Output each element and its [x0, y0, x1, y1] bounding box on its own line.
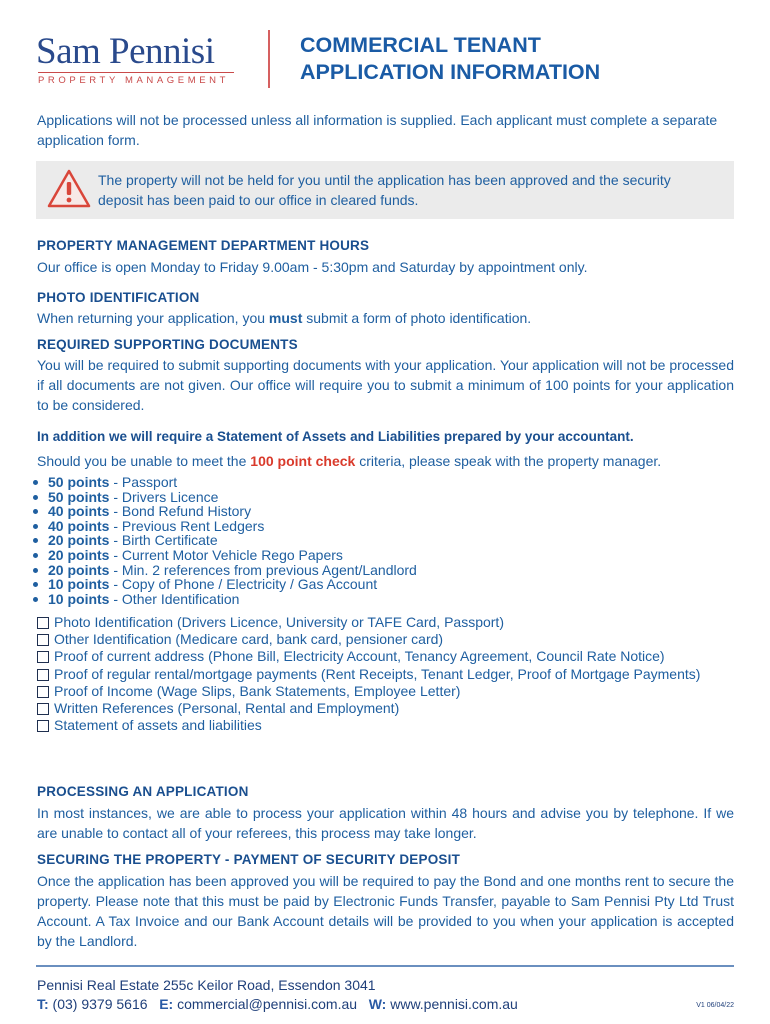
photo-id-heading: PHOTO IDENTIFICATION	[37, 290, 200, 305]
points-item	[30, 475, 417, 490]
points-label: - Other Identification	[109, 590, 240, 607]
footer-address: Pennisi Real Estate 255c Keilor Road, Essendon 3041	[37, 977, 376, 993]
points-label: - Drivers Licence	[109, 488, 219, 505]
points-item	[30, 519, 417, 534]
point-check-text	[37, 451, 734, 471]
logo-subtitle: PROPERTY MANAGEMENT	[38, 72, 234, 86]
logo-name: Sam Pennisi	[36, 31, 215, 72]
points-value: 10 points	[48, 590, 110, 607]
hours-text: Our office is open Monday to Friday 9.00am - 5:30pm and Saturday by appointment only.	[37, 259, 588, 275]
phone-value[interactable]: (03) 9379 5616	[48, 996, 148, 1012]
intro-text: Applications will not be processed unless all information is supplied. Each applicant must complete a separate application form.	[37, 112, 718, 148]
phone-label: T:	[37, 996, 49, 1012]
points-label: - Min. 2 references from previous Agent/Landlord	[109, 561, 417, 578]
photo-id-text-after: submit a form of photo identification.	[302, 310, 532, 326]
point-check-after: criteria, please speak with the property manager.	[355, 453, 662, 469]
warning-icon	[46, 168, 92, 210]
points-value: 50 points	[48, 488, 110, 505]
supporting-text: You will be required to submit supporting documents with your application. Your application will not be processed if all documents are not given. Our office will require you to submit a minimum of 100 points for your application to be considered.	[37, 357, 734, 413]
notice-text: The property will not be held for you until the application has been approved and the security deposit has been paid to our office in cleared funds.	[98, 172, 671, 208]
point-check-highlight: 100 point check	[250, 453, 356, 469]
points-value: 40 points	[48, 517, 110, 534]
points-label: - Current Motor Vehicle Rego Papers	[109, 546, 343, 563]
processing-heading: PROCESSING AN APPLICATION	[37, 784, 249, 799]
points-item	[30, 592, 417, 607]
checklist-item[interactable]: Statement of assets and liabilities	[36, 717, 734, 734]
document-checklist	[36, 614, 734, 734]
points-item	[30, 533, 417, 548]
points-item	[30, 504, 417, 519]
points-value: 50 points	[48, 474, 110, 490]
points-item	[30, 490, 417, 505]
checklist-item[interactable]: Written References (Personal, Rental and Employment)	[36, 700, 734, 717]
checklist-item[interactable]: Other Identification (Medicare card, bank card, pensioner card)	[36, 631, 734, 648]
points-label: - Bond Refund History	[109, 503, 252, 520]
points-label: - Passport	[109, 474, 178, 490]
supporting-heading: REQUIRED SUPPORTING DOCUMENTS	[37, 337, 298, 352]
checklist-item[interactable]: Photo Identification (Drivers Licence, University or TAFE Card, Passport)	[36, 614, 734, 631]
points-value: 40 points	[48, 503, 110, 520]
photo-id-text-before: When returning your application, you	[37, 310, 269, 326]
points-value: 10 points	[48, 576, 110, 593]
email-link[interactable]: commercial@pennisi.com.au	[173, 996, 358, 1012]
header-divider	[268, 30, 270, 88]
web-label: W:	[368, 996, 387, 1012]
footer-contacts	[37, 996, 518, 1012]
points-value: 20 points	[48, 532, 110, 549]
points-item	[30, 577, 417, 592]
points-value: 20 points	[48, 546, 110, 563]
checklist-item[interactable]: Proof of current address (Phone Bill, Electricity Account, Tenancy Agreement, Council Rate Notice)	[36, 648, 734, 665]
points-label: - Previous Rent Ledgers	[109, 517, 265, 534]
checklist-item[interactable]: Proof of regular rental/mortgage payments (Rent Receipts, Tenant Ledger, Proof of Mortgage Payments)	[36, 666, 734, 683]
email-label: E:	[159, 996, 174, 1012]
points-item	[30, 563, 417, 578]
points-label: - Copy of Phone / Electricity / Gas Account	[109, 576, 378, 593]
page-header	[36, 28, 736, 98]
points-value: 20 points	[48, 561, 110, 578]
web-link[interactable]: www.pennisi.com.au	[386, 996, 518, 1012]
photo-id-text	[37, 308, 734, 328]
photo-id-text-bold: must	[268, 310, 303, 326]
point-check-before: Should you be unable to meet the	[37, 453, 251, 469]
points-label: - Birth Certificate	[109, 532, 218, 549]
page-title-line1: COMMERCIAL TENANT	[300, 33, 541, 57]
hours-heading: PROPERTY MANAGEMENT DEPARTMENT HOURS	[37, 238, 370, 253]
page-title-line2: APPLICATION INFORMATION	[300, 60, 601, 84]
checklist-item[interactable]: Proof of Income (Wage Slips, Bank Statements, Employee Letter)	[36, 683, 734, 700]
statement-note: In addition we will require a Statement of Assets and Liabilities prepared by your accountant.	[37, 429, 634, 444]
securing-text: Once the application has been approved you will be required to pay the Bond and one months rent to secure the property. Please note that this must be paid by Electronic Funds Transfer, payable to Sam Pennisi Pty Ltd Trust Account. A Tax Invoice and our Bank Account details will be provided to you when your application is accepted by the Landlord.	[37, 873, 734, 949]
version-label: V1 06/04/22	[696, 1002, 734, 1009]
notice-box	[36, 161, 734, 219]
securing-heading: SECURING THE PROPERTY - PAYMENT OF SECURITY DEPOSIT	[37, 852, 461, 867]
footer-divider	[36, 965, 734, 967]
points-item	[30, 548, 417, 563]
points-list	[30, 475, 417, 606]
processing-text: In most instances, we are able to process your application within 48 hours and advise you by telephone. If we are unable to contact all of your referees, this process may take longer.	[37, 805, 734, 841]
page-title	[300, 32, 600, 86]
